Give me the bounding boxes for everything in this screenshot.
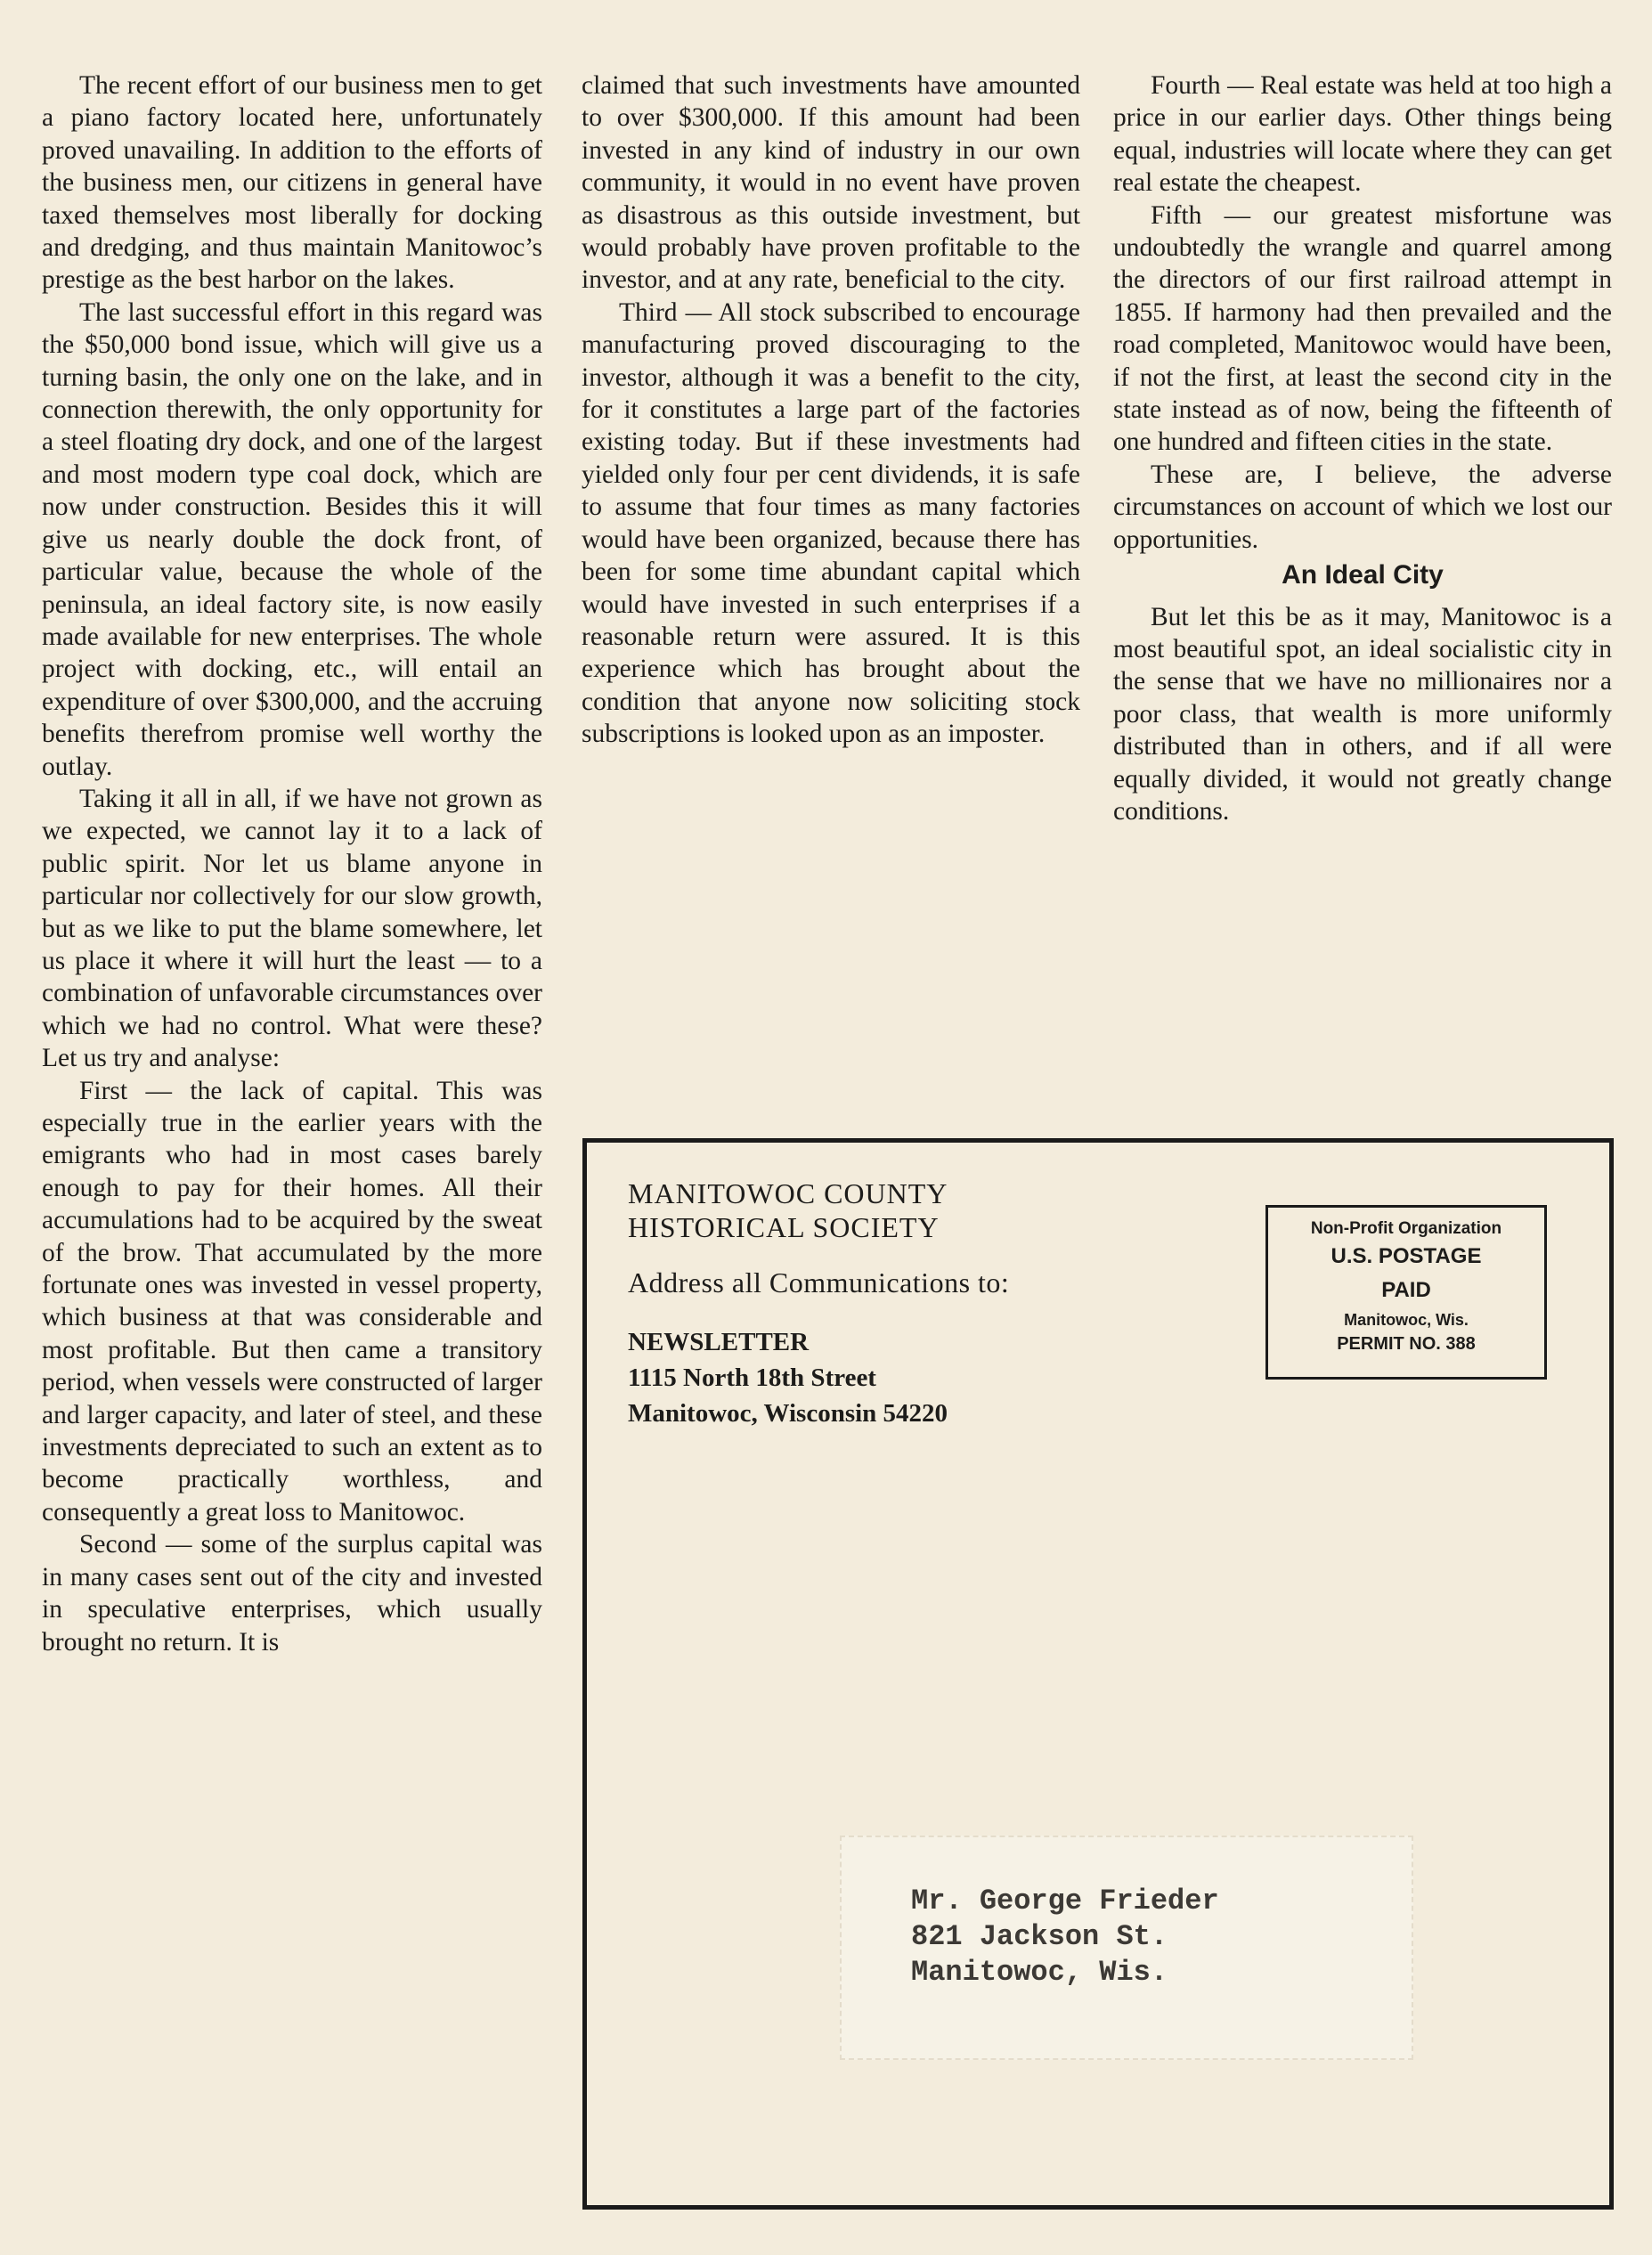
address-label: Address all Communications to: xyxy=(628,1266,1010,1298)
postage-indicia xyxy=(1265,1205,1547,1380)
indicia-city: Manitowoc, Wis. xyxy=(1344,1311,1469,1329)
paragraph: Fourth — Real estate was held at too high a price in our earlier days. Other things being equal, industries will locate where they can get real estate the cheapest. xyxy=(1113,71,1612,198)
recipient-street: 821 Jackson St. xyxy=(911,1920,1168,1953)
indicia-paid: PAID xyxy=(1381,1278,1431,1302)
return-city: Manitowoc, Wisconsin 54220 xyxy=(628,1399,948,1428)
article-column-2 xyxy=(582,69,1080,751)
article-column-1 xyxy=(42,69,542,1658)
return-address xyxy=(628,1176,1009,1431)
org-name-line-1: MANITOWOC COUNTY xyxy=(628,1177,948,1209)
recipient-city: Manitowoc, Wis. xyxy=(911,1956,1168,1989)
recipient-label xyxy=(840,1836,1413,2060)
indicia-permit: PERMIT NO. 388 xyxy=(1337,1334,1476,1354)
mailing-panel xyxy=(582,1138,1614,2210)
section-heading: An Ideal City xyxy=(1282,560,1444,590)
return-street: 1115 North 18th Street xyxy=(628,1364,876,1392)
org-name-line-2: HISTORICAL SOCIETY xyxy=(628,1211,940,1243)
paragraph: These are, I believe, the adverse circumstances on account of which we lost our opportunities. xyxy=(1113,460,1612,554)
recipient-address xyxy=(911,1884,1219,1990)
paragraph: The last successful effort in this regard was the $50,000 bond issue, which will give us a turning basin, the only one on the lake, and in connection therewith, the only opportunity for a steel floating dry dock, and one of the largest and most modern type coal dock, which are now under construction. Besides this it will give us nearly double the dock front, of particular value, because the whole of the peninsula, an ideal factory site, is now easily made available for new enterprises. The whole project with docking, etc., will entail an expenditure of over $300,000, and the accruing benefits therefrom promise well worthy the outlay. xyxy=(42,297,542,781)
article-column-3 xyxy=(1113,69,1612,827)
paragraph: First — the lack of capital. This was especially true in the earlier years with the emigrants who had in most cases barely enough to pay for their homes. All their accumulations had to be acquired by the sweat of the brow. That accumulated by the more fortunate ones was invested in vessel property, which business at that was considerable and most profitable. But then came a transitory period, when vessels were constructed of larger and larger capacity, and later of steel, and these investments depreciated to such an extent as to become practically worthless, and consequently a great loss to Manitowoc. xyxy=(42,1076,542,1526)
paragraph: Fifth — our greatest misfortune was undoubtedly the wrangle and quarrel among the directors of our first railroad attempt in 1855. If harmony had then prevailed and the road completed, Manitowoc would have been, if not the first, at least the second city in the state instead as of now, being the fifteenth of one hundred and fifteen cities in the state. xyxy=(1113,200,1612,457)
recipient-name: Mr. George Frieder xyxy=(911,1885,1219,1917)
paragraph: But let this be as it may, Manitowoc is a most beautiful spot, an ideal socialistic city in the sense that we have no millionaires nor a poor class, that wealth is more uniformly distributed than in others, and if all were equally divided, it would not greatly change conditions. xyxy=(1113,602,1612,826)
paragraph: claimed that such investments have amounted to over $300,000. If this amount had been invested in any kind of industry in our own community, it would in no event have proven as disastrous as this outside investment, but would probably have proven profitable to the investor, and at any rate, beneficial to the city. xyxy=(582,71,1080,295)
indicia-org-type: Non-Profit Organization xyxy=(1310,1219,1502,1238)
indicia-postage: U.S. POSTAGE xyxy=(1331,1244,1482,1268)
newsletter-label: NEWSLETTER xyxy=(628,1328,810,1356)
paragraph: Third — All stock subscribed to encourage manufacturing proved discouraging to the investor, although it was a benefit to the city, for it constitutes a large part of the factories existing today. But if these investments had yielded only four per cent dividends, it is safe to assume that four times as many factories would have been organized, because there has been for some time abundant capital which would have invested in such enterprises if a reasonable return were assured. It is this experience which has brought about the condition that anyone now soliciting stock subscriptions is looked upon as an imposter. xyxy=(582,297,1080,749)
paragraph: Second — some of the surplus capital was in many cases sent out of the city and invested in speculative enterprises, which usually brought no return. It is xyxy=(42,1530,542,1657)
paragraph: The recent effort of our business men to get a piano factory located here, unfortunately proved unavailing. In addition to the efforts of the business men, our citizens in general have taxed themselves most liberally for docking and dredging, and thus maintain Manitowoc’s prestige as the best harbor on the lakes. xyxy=(42,71,542,295)
paragraph: Taking it all in all, if we have not grown as we expected, we cannot lay it to a lack of public spirit. Nor let us blame anyone in particular nor collectively for our slow growth, but as we like to put the blame somewhere, let us place it where it will hurt the least — to a combination of unfavorable circumstances over which we had no control. What were these? Let us try and analyse: xyxy=(42,784,542,1073)
